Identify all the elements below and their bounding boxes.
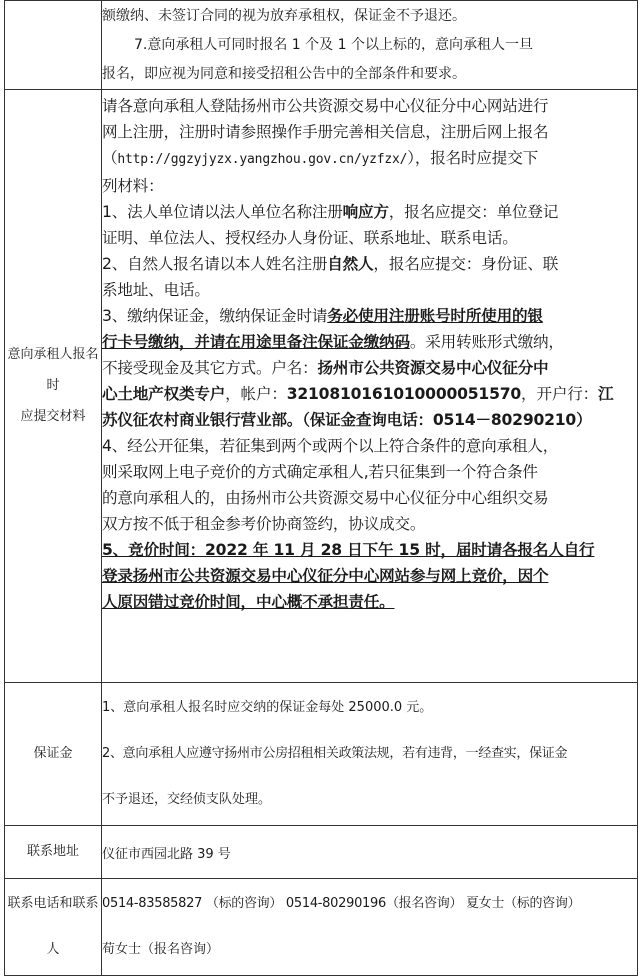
table-row-deposit — [5, 683, 638, 826]
materials-line — [102, 329, 637, 355]
materials-line: 证明、单位法人、授权经办人身份证、联系地址、联系电话。 — [102, 229, 518, 247]
item-underlined-text: 务必使用注册账号时所使用的银 — [327, 307, 543, 325]
rules-line: 报名，即应视为同意和接受招租公告中的全部条件和要求。 — [102, 65, 466, 82]
materials-line — [102, 381, 637, 407]
rules-content-cell — [102, 1, 638, 90]
contact-content-cell — [102, 879, 638, 976]
materials-line: 双方按不低于租金参考价协商签约，协议成交。 — [102, 515, 426, 533]
materials-item-5 — [102, 537, 637, 563]
table-row-contact — [5, 879, 638, 976]
account-number: 3210810161010000051570 — [286, 385, 522, 403]
materials-label-line: 应提交材料 — [20, 409, 86, 424]
address-content-cell — [102, 826, 638, 879]
materials-line — [102, 563, 637, 589]
materials-line: 系地址、电话。 — [102, 281, 210, 299]
materials-item-3 — [102, 303, 637, 329]
bidding-time-text: 人原因错过竞价时间，中心概不承担责任。 — [102, 593, 395, 611]
contact-line: 荀女士（报名咨询） — [102, 942, 220, 957]
materials-label-line: 意向承租人报名 — [7, 347, 99, 362]
bidding-time-text: 5、竞价时间：2022 年 11 月 28 日下午 15 时，届时请各报名人自行 — [102, 541, 595, 559]
contact-label-cell — [5, 879, 102, 976]
item-text: ，报名应提交：单位登记 — [388, 203, 559, 221]
item-text: 2、自然人报名请以本人姓名注册 — [102, 255, 328, 273]
deposit-line: 1、意向承租人报名时应交纳的保证金每处 25000.0 元。 — [102, 700, 433, 715]
materials-line: 请各意向承租人登陆扬州市公共资源交易中心仪征分中心网站进行 — [102, 97, 549, 115]
account-name-text: 心土地产权类专户 — [102, 385, 226, 403]
materials-line: 则采取网上电子竞价的方式确定承租人,若只征集到一个符合条件 — [102, 463, 538, 481]
item-bold-text: 响应方 — [342, 203, 389, 221]
materials-label-line: 时 — [46, 378, 60, 393]
bank-name-text: 苏仪征农村商业银行营业部。 — [102, 411, 303, 429]
paren-open: （ — [102, 149, 118, 167]
item-text: 1、法人单位请以法人单位名称注册 — [102, 203, 343, 221]
materials-label-cell — [5, 90, 102, 683]
item-bold-text: 自然人 — [327, 255, 374, 273]
materials-item-1 — [102, 199, 637, 225]
rules-label-cell — [5, 1, 102, 90]
item-underlined-text: 行卡号缴纳，并请在用途里备注保证金缴纳码 — [102, 333, 410, 351]
materials-line: 的意向承租人的，由扬州市公共资源交易中心仪征分中心组织交易 — [102, 489, 549, 507]
item-text: ，开户行： — [521, 385, 599, 403]
contact-label-line: 联系电话和联系 — [7, 896, 99, 911]
item-text: ，帐户： — [225, 385, 287, 403]
materials-item-4: 4、经公开征集，若征集到两个或两个以上符合条件的意向承租人， — [102, 437, 559, 455]
item-text: 。采用转账形式缴纳， — [409, 333, 564, 351]
materials-line — [102, 145, 637, 173]
account-name-text: 扬州市公共资源交易中心仪征分中 — [317, 359, 549, 377]
materials-content-cell — [102, 90, 638, 683]
address-label: 联系地址 — [5, 826, 102, 879]
deposit-line: 2、意向承租人应遵守扬州市公房招租相关政策法规，若有违背，一经查实，保证金 — [102, 746, 568, 761]
paren-close-text: ），报名时应提交下 — [407, 149, 538, 167]
rules-line: 额缴纳、未签订合同的视为放弃承租权，保证金不予退还。 — [102, 7, 466, 24]
materials-line — [102, 589, 637, 615]
materials-item-2 — [102, 251, 637, 277]
item-text: 3、缴纳保证金，缴纳保证金时请 — [102, 307, 328, 325]
deposit-line: 不予退还，交经侦支队处理。 — [102, 792, 272, 807]
deposit-phone-text: （保证金查询电话：0514－80290210） — [302, 411, 592, 429]
contact-label-line: 人 — [46, 942, 60, 957]
table-row-address — [5, 826, 638, 879]
contact-line: 0514-83585827 （标的咨询） 0514-80290196（报名咨询） 夏女士（标的咨询） — [102, 896, 581, 911]
materials-line: 列材料： — [102, 177, 164, 195]
table-row-rules — [5, 1, 638, 90]
item-text: 不接受现金及其它方式。户名： — [102, 359, 318, 377]
lease-notice-table — [4, 0, 638, 976]
materials-line — [102, 355, 637, 381]
bank-name-text: 江 — [598, 385, 614, 403]
address-value: 仪征市西园北路 39 号 — [102, 846, 231, 862]
registration-url-link[interactable]: http://ggzyjyzx.yangzhou.gov.cn/yzfzx/ — [117, 152, 408, 167]
bidding-time-text: 登录扬州市公共资源交易中心仪征分中心网站参与网上竞价，因个 — [102, 567, 549, 585]
materials-line — [102, 407, 637, 433]
deposit-content-cell — [102, 683, 638, 826]
deposit-label: 保证金 — [5, 683, 102, 826]
materials-line: 网上注册，注册时请参照操作手册完善相关信息，注册后网上报名 — [102, 123, 549, 141]
rules-line: 7.意向承租人可同时报名 1 个及 1 个以上标的，意向承租人一旦 — [134, 36, 533, 53]
table-row-materials — [5, 90, 638, 683]
item-text: ，报名应提交：身份证、联 — [373, 255, 559, 273]
